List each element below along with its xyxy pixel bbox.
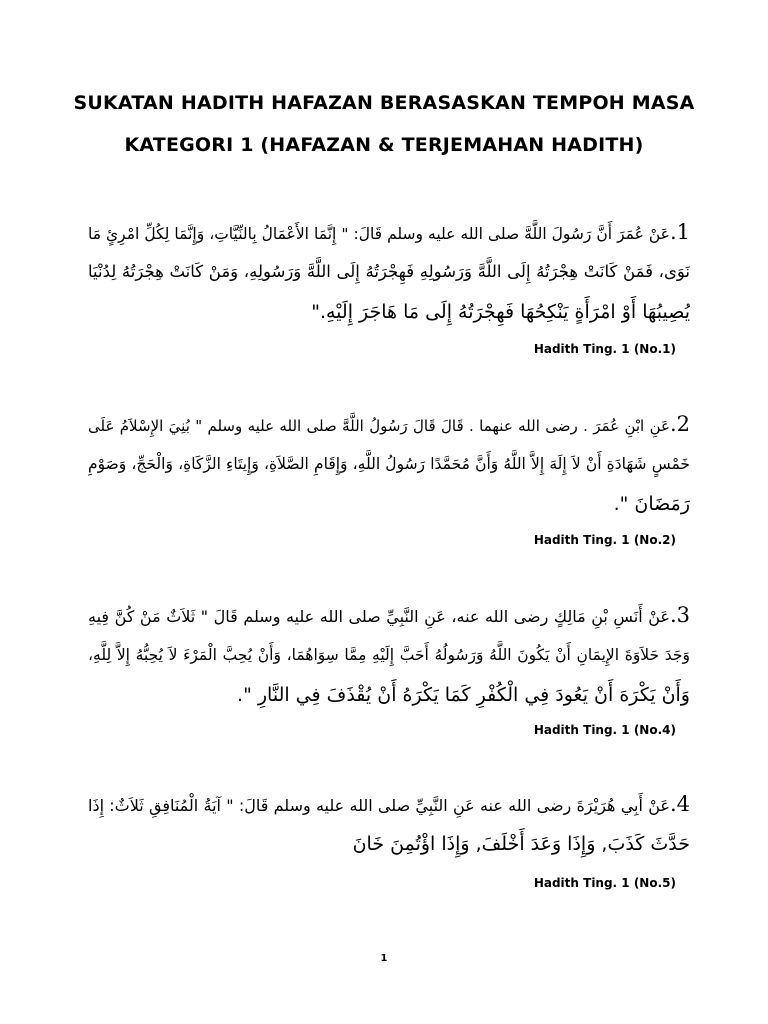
hadith-4-reference: Hadith Ting. 1 (No.5) xyxy=(533,876,676,890)
hadith-line-text: عَنْ أَبِي هُرَيْرَةَ رضى الله عنه عَنِ النَّبِيِّ صلى الله عليه وسلم قَالَ: " آيَةُ الْمُنَافِقِ ثَلاَثٌ: إِذَا xyxy=(88,796,670,815)
hadith-line-text: عَنْ أَنَسِ بْنِ مَالِكٍ رضى الله عنه، عَنِ النَّبِيِّ صلى الله عليه وسلم قَالَ " ثَلاَثٌ مَنْ كُنَّ فِيهِ xyxy=(88,607,670,626)
hadith-1-reference: Hadith Ting. 1 (No.1) xyxy=(533,342,676,356)
hadith-4-text xyxy=(88,784,690,864)
hadith-line-text: عَنِ ابْنِ عُمَرَ . رضى الله عنهما . قَالَ قَالَ رَسُولُ اللَّهَّ صلى الله عليه وسلم " بُنِيَ الإِسْلاَمُ عَلَى xyxy=(88,417,670,435)
hadith-line: وَجَدَ حَلاَوَةَ الإِيمَانِ أَنْ يَكُونَ اللَّهُ وَرَسُولُهُ أَحَبَّ إِلَيْهِ مِمَّا سِوَاهُمَا، وَأَنْ يُحِبَّ الْمَرْءَ لاَ يُحِبُّهُ إِلاَّ لِلَّهِ، xyxy=(88,646,690,664)
hadith-line: رَمَضَانَ ". xyxy=(613,493,690,515)
hadith-line xyxy=(88,212,690,252)
hadith-number: 1. xyxy=(669,220,690,244)
hadith-number: 4. xyxy=(669,792,690,816)
hadith-1-text xyxy=(88,212,690,332)
category-heading: KATEGORI 1 (HAFAZAN & TERJEMAHAN HADITH) xyxy=(124,134,644,156)
hadith-line xyxy=(88,595,690,635)
hadith-line xyxy=(88,404,690,444)
hadith-line xyxy=(88,784,690,824)
hadith-number: 2. xyxy=(669,412,690,436)
hadith-line: نَوَى، فَمَنْ كَانَتْ هِجْرَتُهُ إِلَى اللَّهَّ وَرَسُولِهِ فَهِجْرَتُهُ إِلَى اللَّهَّ وَرَسُولِهِ، وَمَنْ كَانَتْ هِجْرَتُهُ لِدُنْيَا xyxy=(88,262,690,281)
hadith-line: خَمْسٍ شَهَادَةِ أَنْ لاَ إِلَهَ إِلاَّ اللَّهُ وَأَنَّ مُحَمَّدًا رَسُولُ اللَّهِ، وَإِقَامِ الصَّلاَةِ، وَإِيتَاءِ الزَّكَاةِ، وَالْحَجِّ، وَصَوْمِ xyxy=(88,455,690,473)
hadith-number: 3. xyxy=(669,603,690,627)
hadith-3-reference: Hadith Ting. 1 (No.4) xyxy=(533,723,676,737)
hadith-2-reference: Hadith Ting. 1 (No.2) xyxy=(533,533,676,547)
document-title: SUKATAN HADITH HAFAZAN BERASASKAN TEMPOH MASA xyxy=(73,92,695,114)
hadith-line: يُصِيبُهَا أَوْ امْرَأَةٍ يَنْكِحُهَا فَهِجْرَتُهُ إِلَى مَا هَاجَرَ إِلَيْهِ." xyxy=(311,301,690,323)
hadith-line-text: عَنْ عُمَرَ أَنَّ رَسُولَ اللَّهَّ صلى الله عليه وسلم قَالَ: " إِنَّمَا الأَعْمَالُ بِالنِّيَّاتِ، وَإِنَّمَا لِكُلِّ امْرِئٍ مَا xyxy=(88,225,670,243)
page-number: 1 xyxy=(380,953,388,964)
hadith-3-text xyxy=(88,595,690,715)
hadith-line: حَدَّثَ كَذَبَ, وَإِذَا وَعَدَ أَخْلَفَ, وَإِذَا اؤْتُمِنَ خَانَ xyxy=(352,833,690,855)
hadith-2-text xyxy=(88,404,690,524)
hadith-line: وَأَنْ يَكْرَهَ أَنْ يَعُودَ فِي الْكُفْرِ كَمَا يَكْرَهُ أَنْ يُقْذَفَ فِي النَّارِ ". xyxy=(237,684,690,706)
